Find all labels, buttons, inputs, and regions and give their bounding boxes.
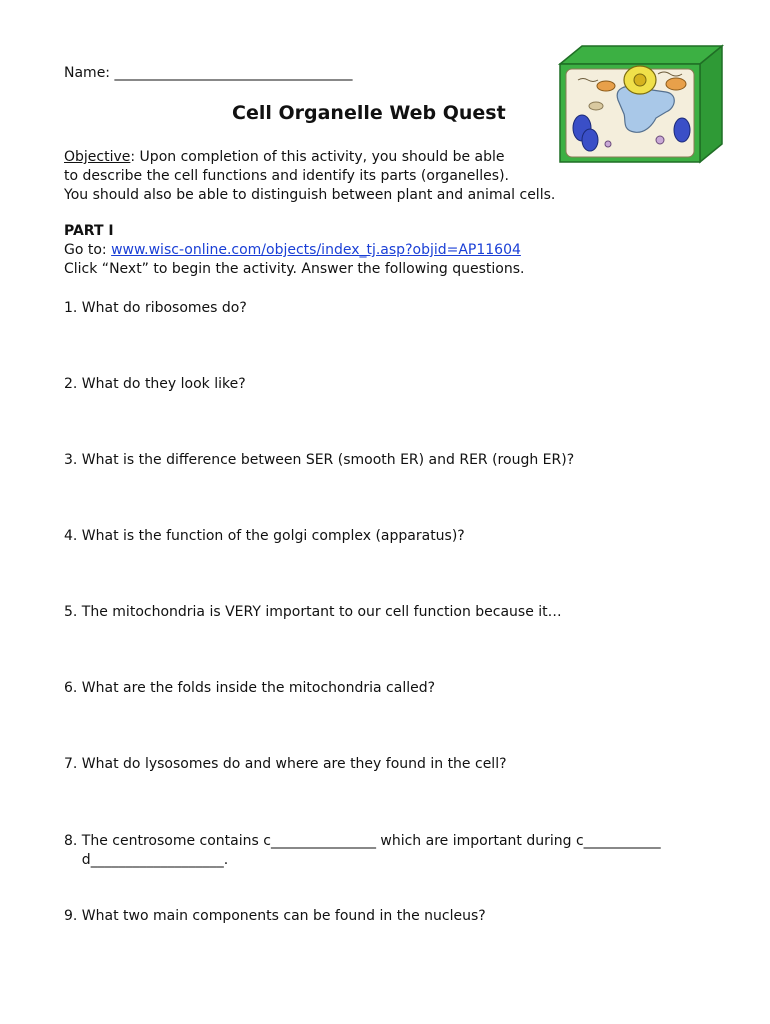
vesicle [589,102,603,110]
plant-cell-icon [548,40,728,170]
cell-wall-top [560,46,722,64]
question-7: 7. What do lysosomes do and where are they found in the cell? [64,756,507,772]
vesicle [605,141,611,147]
chloroplast [582,129,598,151]
part-one-block [64,222,524,279]
name-label: Name: [64,65,111,81]
part-one-instructions: Click “Next” to begin the activity. Answer the following questions. [64,261,525,277]
question-4: 4. What is the function of the golgi complex (apparatus)? [64,528,465,544]
question-1: 1. What do ribosomes do? [64,300,247,316]
nucleolus [634,74,646,86]
objective-line2: to describe the cell functions and identify its parts (organelles). [64,168,510,184]
question-6: 6. What are the folds inside the mitochondria called? [64,680,436,696]
question-3: 3. What is the difference between SER (smooth ER) and RER (rough ER)? [64,452,575,468]
goto-label: Go to: [64,242,112,258]
cell-wall-side [700,46,722,162]
mitochondrion [666,78,686,90]
name-blank[interactable]: __________________________________ [114,65,353,81]
objective-line3: You should also be able to distinguish between plant and animal cells. [64,187,556,203]
question-8: 8. The centrosome contains c_______________ which are important during c___________ [64,833,661,849]
part-one-heading: PART I [64,223,114,239]
objective-label: Objective [64,149,131,165]
objective-block [64,148,555,205]
question-2: 2. What do they look like? [64,376,246,392]
chloroplast [674,118,690,142]
activity-link[interactable]: www.wisc-online.com/objects/index_tj.asp?objid=AP11604 [111,242,521,258]
objective-line1: : Upon completion of this activity, you should be able [130,149,505,165]
name-line [64,64,352,83]
vesicle [656,136,664,144]
mitochondrion [597,81,615,91]
question-8-continued: d___________________. [64,852,229,868]
question-5: 5. The mitochondria is VERY important to our cell function because it… [64,604,562,620]
question-9: 9. What two main components can be found in the nucleus? [64,908,486,924]
page-title: Cell Organelle Web Quest [232,102,506,124]
